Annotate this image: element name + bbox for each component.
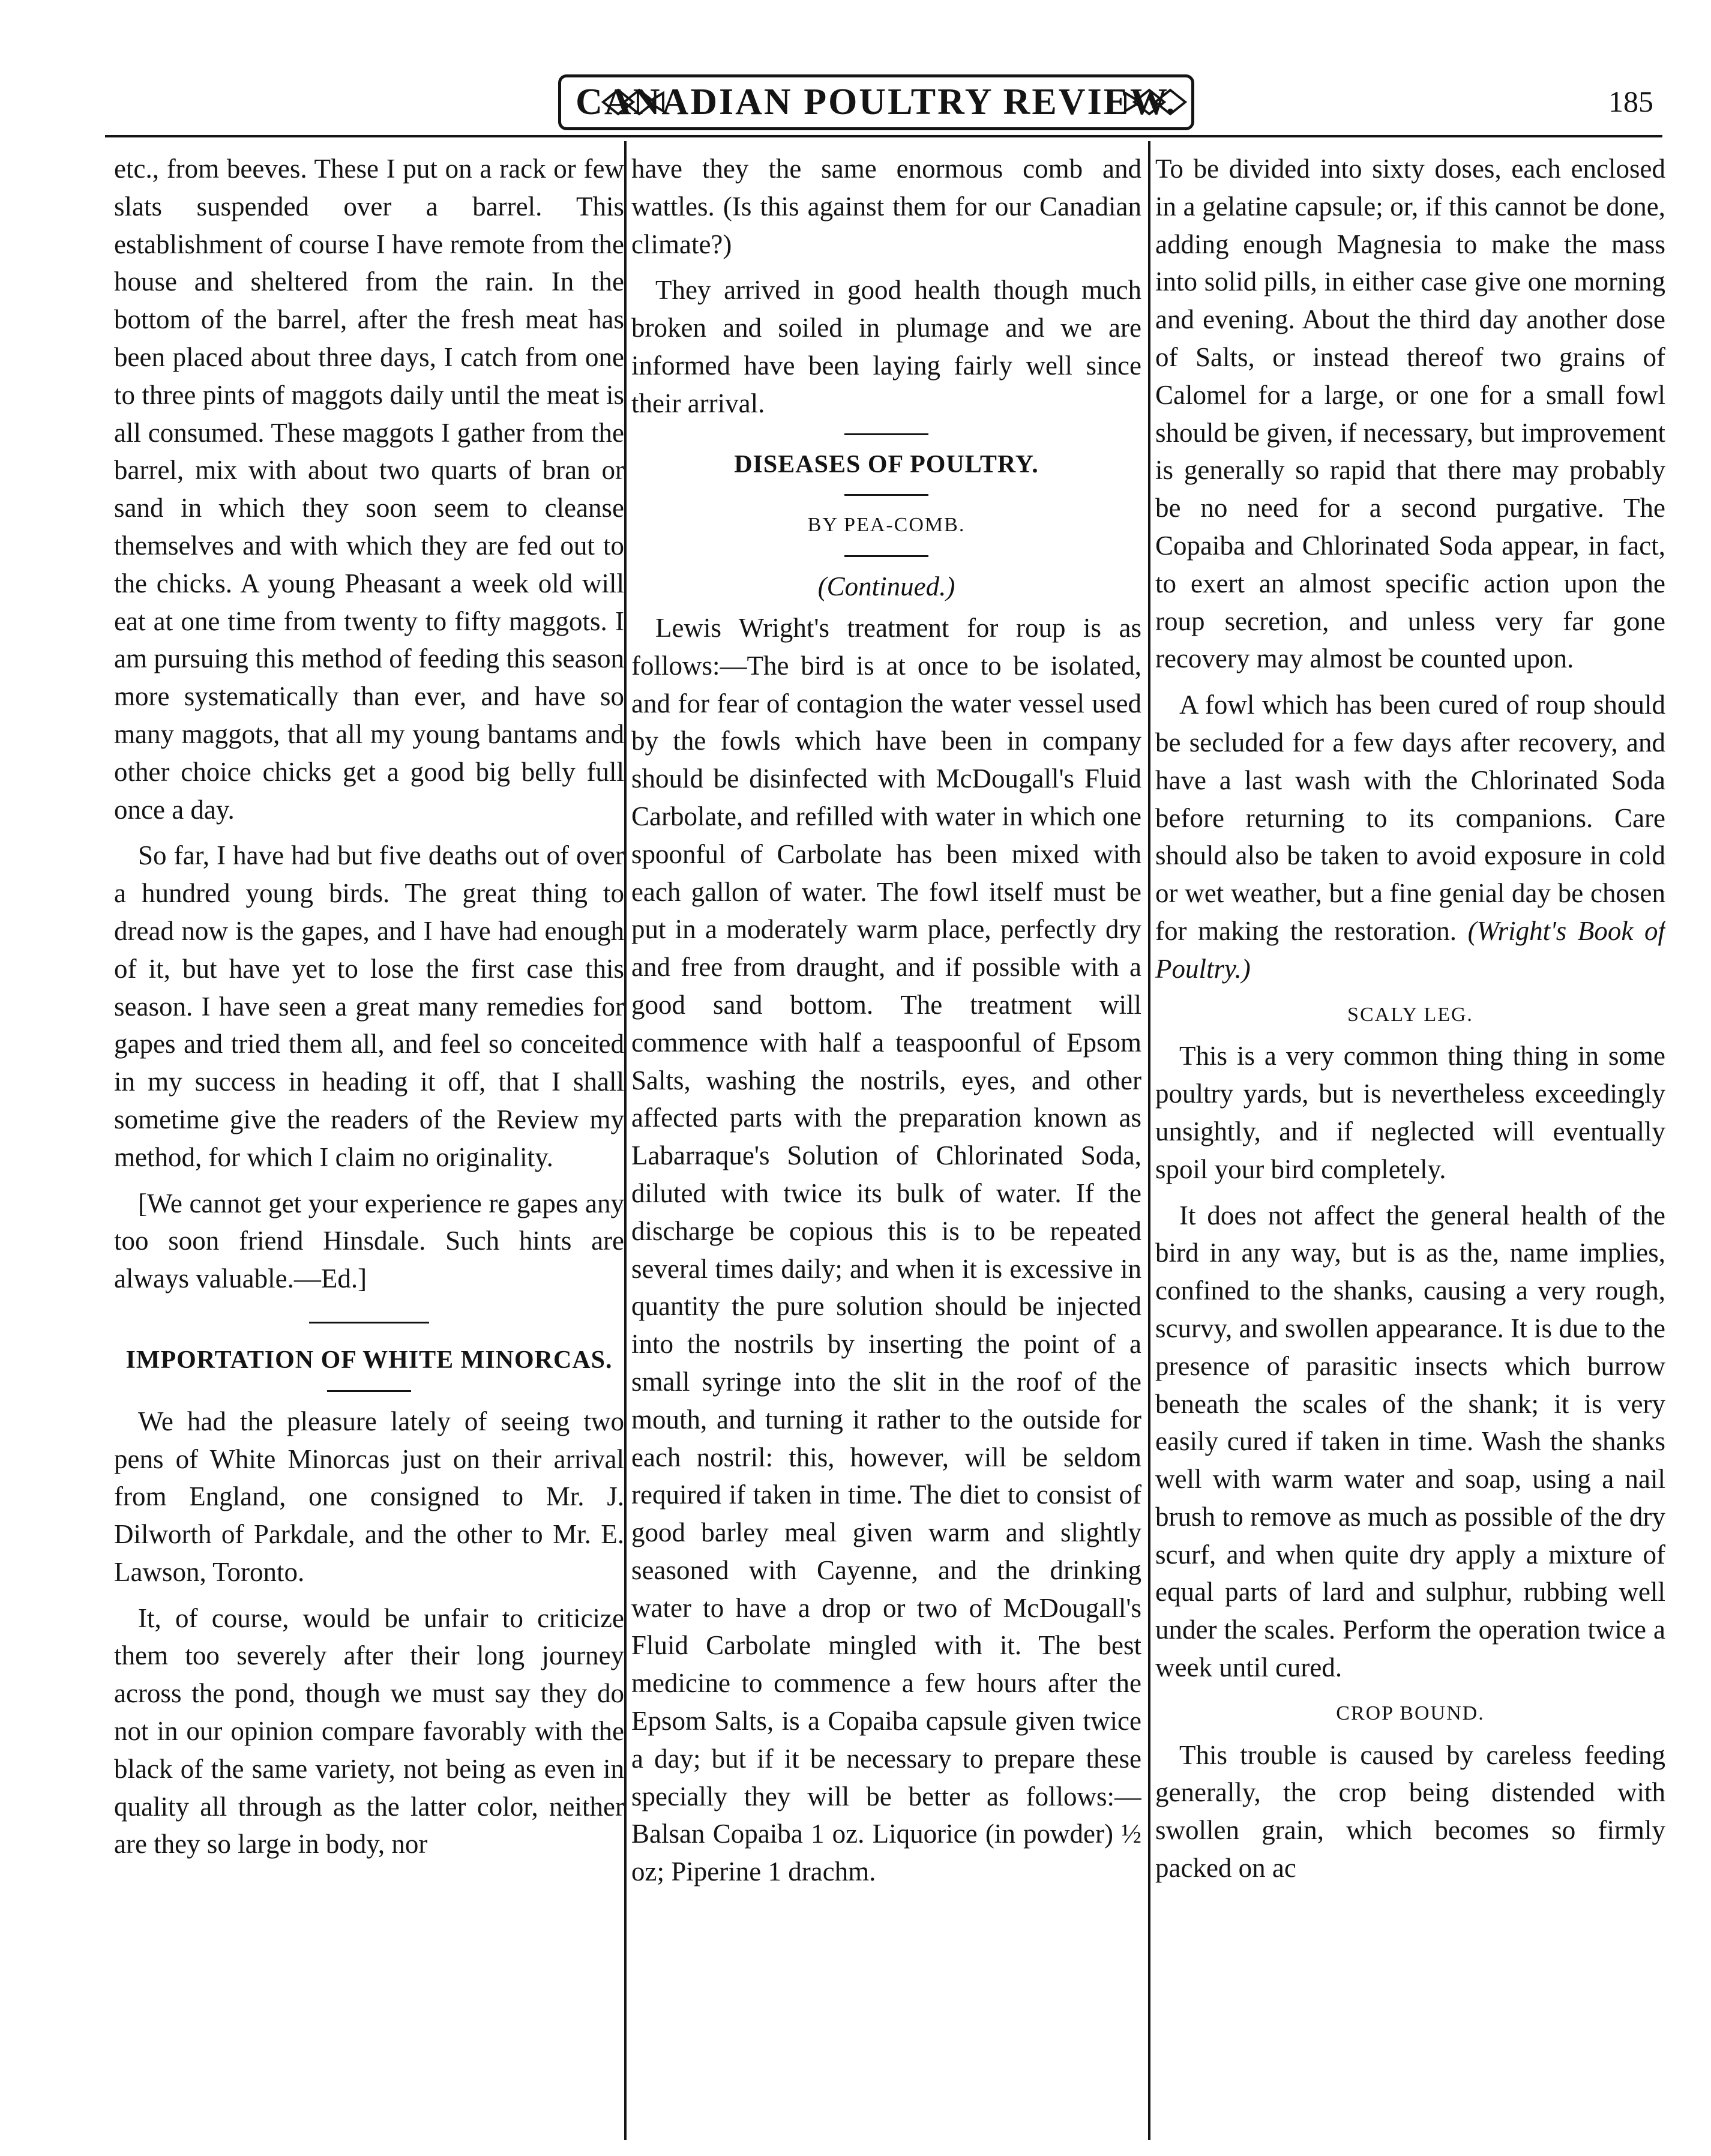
column-divider-1	[624, 141, 627, 2140]
byline-rule	[844, 555, 928, 557]
column-2	[631, 150, 1141, 2125]
col3-paragraph-3: This is a very common thing thing in some poultry yards, but is nevertheless exceedingly unsightly, and if neglected will eventually spoil your bird completely.	[1155, 1041, 1665, 1184]
section-rule	[309, 1322, 429, 1323]
col3-paragraph-1: To be divided into sixty doses, each enclosed in a gelatine capsule; or, if this cannot be done, adding enough Magnesia to make the mass into solid pills, in either case give one morning and evening. About the third day another dose of Salts, or instead thereof two grains of Calomel for a large, or one for a small fowl should be given, if necessary, but improvement is generally so rapid that there may probably be no need for a second purgative. The Copaiba and Chlorinated Soda appear, in fact, to exert an almost specific action upon the roup secretion, and unless very far gone recovery may almost be counted upon.	[1155, 154, 1665, 674]
heading-rule	[844, 494, 928, 496]
col1-paragraph-5: It, of course, would be unfair to criticize them too severely after their long journey across the pond, though we must say they do not in our opinion compare favorably with the black of the same variety, not being as even in quality all through as the latter color, neither are they so large in body, nor	[114, 1603, 624, 1859]
col2-paragraph-3: Lewis Wright's treatment for roup is as follows:—The bird is at once to be isolated, and for fear of contagion the water vessel used by the fowls which have been in company should be disinfected with McDougall's Fluid Carbolate, and refilled with water in which one spoonful of Carbolate has been mixed with each gallon of water. The fowl itself must be put in a moderately warm place, perfectly dry and free from draught, and if possible with a good sand bottom. The treatment will commence with half a teaspoonful of Epsom Salts, washing the nostrils, eyes, and other affected parts with the preparation known as Labarraque's Solution of Chlorinated Soda, diluted with twice its bulk of water. If the discharge be copious this is to be repeated several times daily; and when it is excessive in quantity the pure solution should be injected into the nostrils by inserting the point of a small syringe into the slit in the roof of the mouth, and turning it rather to the outside for each nostril: this, however, will be seldom required if taken in time. The diet to consist of good barley meal given warm and slightly seasoned with Cayenne, and the drinking water to have a drop or two of McDougall's Fluid Carbolate mingled with it. The best medicine to commence a few hours after the Epsom Salts, is a Copaiba capsule given twice a day; but if it be necessary to prepare these specially they will be better as follows:—Balsan Copaiba 1 oz. Liquorice (in powder) ½ oz; Piperine 1 drachm.	[631, 612, 1141, 1887]
continued-label: (Continued.)	[817, 571, 955, 602]
byline: BY PEA-COMB.	[807, 514, 966, 537]
col3-paragraph-2-text: A fowl which has been cured of roup should be secluded for a few days after recovery, and have a last wash with the Chlorinated Soda before returning to its companions. Care should also be taken to avoid exposure in cold or wet weather, but a fine genial day be chosen for making the restoration.	[1155, 690, 1665, 946]
column-1	[114, 150, 624, 2125]
article-heading-diseases: DISEASES OF POULTRY.	[734, 450, 1039, 478]
column-3	[1155, 150, 1665, 2125]
col1-paragraph-4: We had the pleasure lately of seeing two pens of White Minorcas just on their arrival from England, one consigned to Mr. J. Dilworth of Parkdale, and the other to Mr. E. Lawson, Toronto.	[114, 1406, 624, 1587]
col1-paragraph-1: etc., from beeves. These I put on a rack or few slats suspended over a barrel. This establishment of course I have remote from the house and sheltered from the rain. In the bottom of the barrel, after the fresh meat has been placed about three days, I catch from one to three pints of maggots daily until the meat is all consumed. These maggots I gather from the barrel, mix with about two quarts of bran or sand in which they soon seem to cleanse themselves and with which they are fed out to the chicks. A young Pheasant a week old will eat at one time from twenty to fifty maggots. I am pursuing this method of feeding this season more systematically than ever, and have so many maggots, that all my young bantams and other choice chicks get a good big belly full once a day.	[114, 154, 624, 825]
col1-editor-note: [We cannot get your experience re gapes any too soon friend Hinsdale. Such hints are always valuable.—Ed.]	[114, 1188, 624, 1294]
col2-paragraph-2: They arrived in good health though much broken and soiled in plumage and we are informed have been laying fairly well since their arrival.	[631, 275, 1141, 418]
masthead-title-wrap	[576, 66, 1177, 138]
col3-paragraph-5: This trouble is caused by careless feeding generally, the crop being distended with swollen grain, which becomes so firmly packed on ac	[1155, 1739, 1665, 1883]
header-rule	[105, 135, 1662, 137]
col3-paragraph-4: It does not affect the general health of the bird in any way, but is as the, name implies, confined to the shanks, causing a very rough, scurvy, and swollen appearance. It is due to the presence of parasitic insects which burrow beneath the scales of the shank; it is very easily cured if taken in time. Wash the shanks well with warm water and soap, using a nail brush to remove as much as possible of the dry scurf, and when quite dry apply a mixture of equal parts of lard and sulphur, rubbing well under the scales. Perform the operation twice a week until cured.	[1155, 1200, 1665, 1683]
col2-paragraph-1: have they the same enormous comb and wattles. (Is this against them for our Canadian climate?)	[631, 154, 1141, 259]
column-divider-2	[1148, 141, 1150, 2140]
section-rule	[844, 433, 928, 435]
article-heading-white-minorcas: IMPORTATION OF WHITE MINORCAS.	[125, 1346, 613, 1374]
heading-rule	[327, 1390, 411, 1392]
subheading-crop-bound: CROP BOUND.	[1336, 1702, 1485, 1724]
ornament-right-icon	[1122, 81, 1188, 123]
page-number: 185	[1608, 85, 1653, 118]
masthead-title: CANADIAN POULTRY REVIEW.	[558, 74, 1194, 130]
citation: (Wright's Book of Poultry.)	[1155, 915, 1665, 984]
col3-paragraph-2	[1155, 686, 1665, 987]
subheading-scaly-leg: SCALY LEG.	[1347, 1003, 1473, 1026]
col1-paragraph-2: So far, I have had but five deaths out of over a hundred young birds. The great thing to dread now is the gapes, and I have had enough of it, but have yet to lose the first case this season. I have seen a great many remedies for gapes and tried them all, and feel so conceited in my success in heading it off, that I shall sometime give the readers of the Review my method, for which I claim no originality.	[114, 840, 624, 1172]
